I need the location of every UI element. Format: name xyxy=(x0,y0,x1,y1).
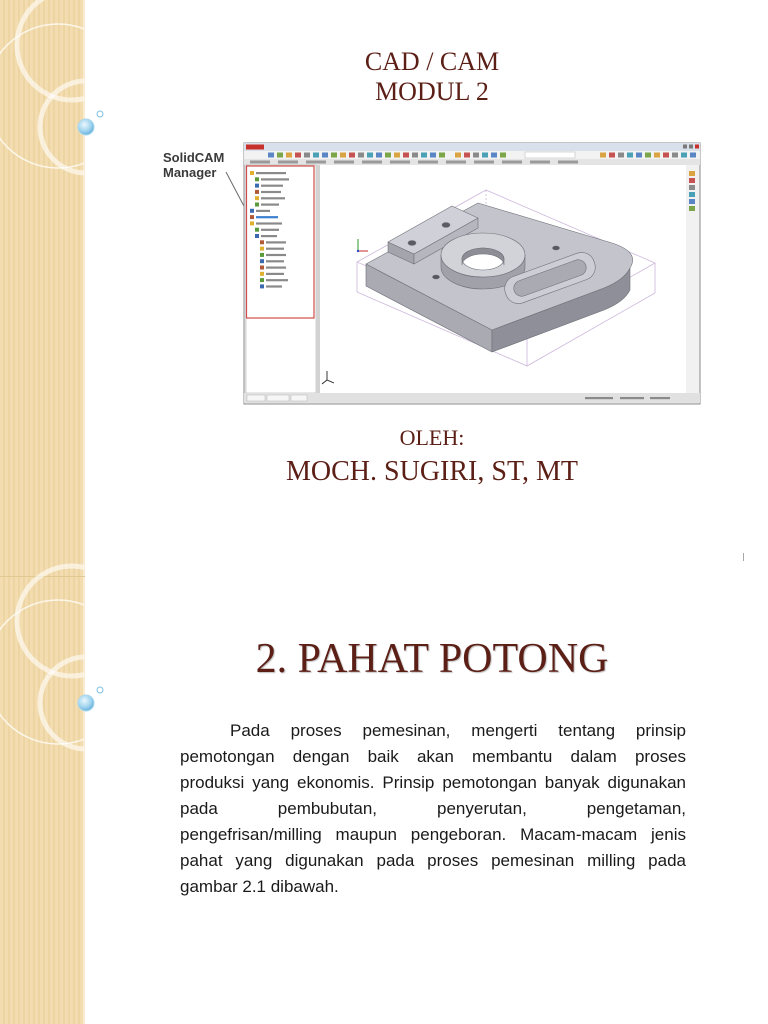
toolbar-icon xyxy=(491,153,497,158)
view-tool-icon xyxy=(689,185,695,190)
toolbar-tab xyxy=(306,161,326,164)
slide-2-heading: 2. PAHAT POTONG xyxy=(255,636,609,682)
toolbar-tab xyxy=(530,161,550,164)
axis-origin xyxy=(357,250,359,252)
tree-item-icon xyxy=(260,247,264,251)
tree-item-icon xyxy=(260,240,264,244)
tree-item-label xyxy=(261,197,285,199)
tree-item-label xyxy=(266,254,286,256)
toolbar-tab xyxy=(502,161,522,164)
toolbar-icon xyxy=(421,153,427,158)
toolbar-tab xyxy=(474,161,494,164)
tree-item-icon xyxy=(260,284,264,288)
tree-item-icon xyxy=(250,221,254,225)
tree-item-icon xyxy=(260,266,264,270)
tree-item-label xyxy=(256,216,278,218)
toolbar-search-box xyxy=(525,152,575,158)
toolbar-icon xyxy=(455,153,461,158)
toolbar-tab xyxy=(334,161,354,164)
paragraph-line: pada pembubutan, penyerutan, pengetaman, xyxy=(180,799,686,818)
toolbar-icon xyxy=(268,153,274,158)
maximize-icon xyxy=(689,145,693,149)
view-tool-icon xyxy=(689,192,695,197)
toolbar-icon xyxy=(376,153,382,158)
pad-hole xyxy=(408,241,416,246)
status-tab xyxy=(291,395,307,401)
slide-1-rings xyxy=(0,0,110,173)
plate-hole xyxy=(433,275,440,279)
toolbar-icon xyxy=(609,153,615,158)
tree-item-label xyxy=(261,191,281,193)
toolbar-icon xyxy=(600,153,606,158)
status-text xyxy=(585,397,613,399)
app-title-bar xyxy=(244,143,700,151)
tree-item-icon xyxy=(260,272,264,276)
tree-item-icon xyxy=(250,209,254,213)
tree-item-label xyxy=(261,235,277,237)
tree-item-label xyxy=(256,210,270,212)
slide-1-title xyxy=(96,47,768,107)
status-tab xyxy=(247,395,265,401)
byline-label: OLEH: xyxy=(399,425,465,450)
toolbar-icon xyxy=(618,153,624,158)
toolbar-icon xyxy=(439,153,445,158)
status-tab xyxy=(267,395,289,401)
decorative-rings-layer xyxy=(0,0,110,1024)
toolbar-icon xyxy=(403,153,409,158)
paragraph-line: pemotongan dengan baik akan membantu dalam proses xyxy=(180,747,686,766)
toolbar-icon xyxy=(340,153,346,158)
tree-item-label xyxy=(266,260,284,262)
panel-splitter xyxy=(316,165,320,393)
tree-item-label xyxy=(261,185,283,187)
paragraph-line: pengefrisan/milling maupun pengeboran. Macam-macam jenis xyxy=(180,825,686,844)
toolbar-icon xyxy=(482,153,488,158)
tree-item-label xyxy=(261,204,279,206)
tree-item-label xyxy=(266,279,288,281)
solidcam-screenshot-figure xyxy=(150,135,710,410)
toolbar-icon xyxy=(636,153,642,158)
paragraph-line: gambar 2.1 dibawah. xyxy=(180,877,339,896)
toolbar-tab xyxy=(390,161,410,164)
toolbar-icon xyxy=(304,153,310,158)
tree-item-icon xyxy=(255,234,259,238)
toolbar-icon xyxy=(367,153,373,158)
tree-item-icon xyxy=(255,203,259,207)
paragraph-line: Pada proses pemesinan, mengerti tentang prinsip xyxy=(230,721,686,740)
tree-item-label xyxy=(266,267,286,269)
toolbar-tab xyxy=(418,161,438,164)
toolbar-icon xyxy=(277,153,283,158)
close-icon xyxy=(695,145,699,149)
toolbar-icon xyxy=(473,153,479,158)
status-text xyxy=(620,397,644,399)
tree-item-icon xyxy=(255,184,259,188)
toolbar-icon xyxy=(645,153,651,158)
toolbar-icon xyxy=(464,153,470,158)
toolbar-icon xyxy=(313,153,319,158)
toolbar-icon xyxy=(295,153,301,158)
slide-2-rings xyxy=(0,566,110,749)
paragraph-line: produksi yang ekonomis. Prinsip pemotongan banyak digunakan xyxy=(180,773,686,792)
toolbar-icon xyxy=(672,153,678,158)
title-line-module: MODUL 2 xyxy=(375,77,489,106)
callout-label-line-2: Manager xyxy=(163,165,217,180)
toolbar-tab xyxy=(362,161,382,164)
tree-item-icon xyxy=(255,196,259,200)
plate-hole xyxy=(553,246,560,250)
callout-label-line-1: SolidCAM xyxy=(163,150,225,165)
tree-item-icon xyxy=(250,171,254,175)
toolbar-icon xyxy=(385,153,391,158)
view-tool-icon xyxy=(689,199,695,204)
tree-item-icon xyxy=(255,190,259,194)
toolbar-icon xyxy=(331,153,337,158)
minimize-icon xyxy=(683,145,687,149)
tree-item-icon xyxy=(260,278,264,282)
view-tool-icon xyxy=(689,178,695,183)
tree-item-label xyxy=(266,248,284,250)
tree-item-label xyxy=(256,172,286,174)
tree-item-icon xyxy=(255,228,259,232)
title-line-course: CAD / CAM xyxy=(364,47,500,76)
tree-item-label xyxy=(261,178,289,180)
tree-item-label xyxy=(266,241,286,243)
bubble-icon xyxy=(78,695,94,711)
tree-item-label xyxy=(266,273,284,275)
toolbar-icon xyxy=(394,153,400,158)
toolbar-icon xyxy=(654,153,660,158)
view-tool-icon xyxy=(689,171,695,176)
toolbar-icon xyxy=(430,153,436,158)
callout-leader-line xyxy=(226,172,246,210)
toolbar-icon xyxy=(358,153,364,158)
author-name: MOCH. SUGIRI, ST, MT xyxy=(286,456,578,487)
view-tool-icon xyxy=(689,206,695,211)
bubble-icon xyxy=(78,119,94,135)
page-marker xyxy=(743,553,744,561)
tree-item-icon xyxy=(260,253,264,257)
toolbar-icon xyxy=(681,153,687,158)
toolbar-tab xyxy=(278,161,298,164)
app-logo-icon xyxy=(246,145,264,150)
toolbar-tab xyxy=(446,161,466,164)
toolbar-icon xyxy=(412,153,418,158)
toolbar-tab xyxy=(558,161,578,164)
toolbar-icon xyxy=(627,153,633,158)
pad-hole xyxy=(442,223,450,228)
small-bubble-icon xyxy=(97,687,103,693)
tree-item-label xyxy=(256,222,282,224)
tree-item-icon xyxy=(260,259,264,263)
toolbar-icon xyxy=(690,153,696,158)
toolbar-icon xyxy=(286,153,292,158)
toolbar-icon xyxy=(500,153,506,158)
paragraph-line: pahat yang digunakan pada proses pemesinan milling pada xyxy=(180,851,686,870)
small-bubble-icon xyxy=(97,111,103,117)
toolbar-icon xyxy=(322,153,328,158)
status-text xyxy=(650,397,670,399)
toolbar-icon xyxy=(663,153,669,158)
toolbar-icon xyxy=(349,153,355,158)
tree-item-icon xyxy=(250,215,254,219)
toolbar-tab xyxy=(250,161,270,164)
tree-item-label xyxy=(261,229,279,231)
tree-item-icon xyxy=(255,177,259,181)
tree-item-label xyxy=(266,285,282,287)
body-paragraph xyxy=(180,718,686,900)
